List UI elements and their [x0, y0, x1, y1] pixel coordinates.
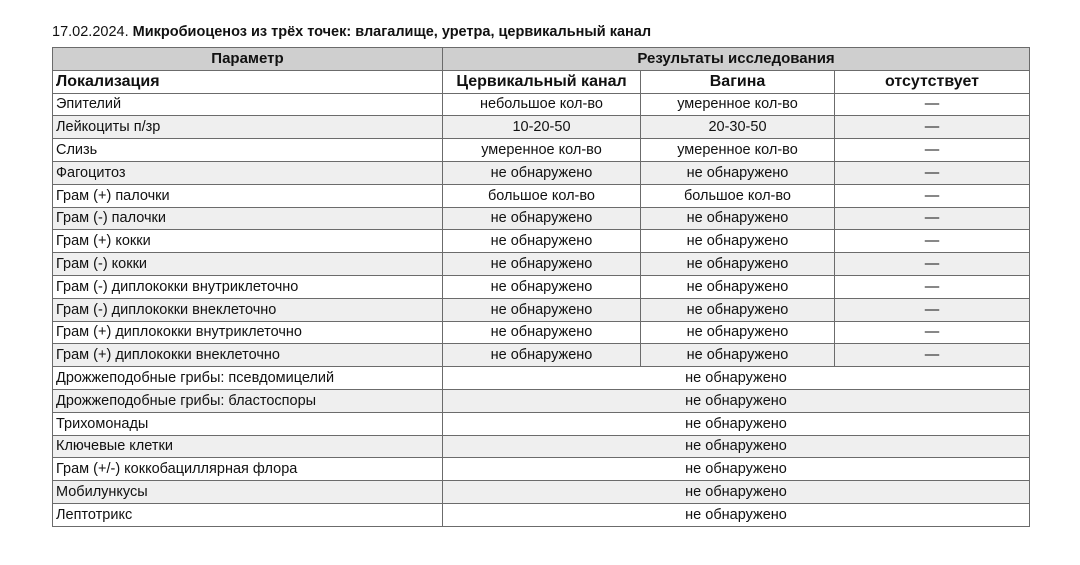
report-caption: [52, 24, 651, 40]
parameter-name: Грам (+) диплококки внеклеточно: [53, 344, 443, 367]
merged-result-value: не обнаружено: [443, 458, 1030, 481]
parameter-name: Грам (+) кокки: [53, 230, 443, 253]
cervical-canal-value: не обнаружено: [443, 298, 641, 321]
cervical-canal-value: небольшое кол-во: [443, 93, 641, 116]
parameter-name: Слизь: [53, 139, 443, 162]
cervical-canal-value: 10-20-50: [443, 116, 641, 139]
cervical-canal-value: не обнаружено: [443, 253, 641, 276]
table-row: [53, 503, 1030, 526]
table-row: [53, 344, 1030, 367]
cervical-canal-value: не обнаружено: [443, 207, 641, 230]
absent-value: —: [835, 230, 1030, 253]
parameter-name: Дрожжеподобные грибы: бластоспоры: [53, 389, 443, 412]
results-header: Результаты исследования: [443, 48, 1030, 71]
vagina-value: не обнаружено: [641, 344, 835, 367]
absent-value: —: [835, 344, 1030, 367]
merged-result-value: не обнаружено: [443, 412, 1030, 435]
parameter-name: Трихомонады: [53, 412, 443, 435]
absent-value: —: [835, 298, 1030, 321]
parameter-name: Грам (+) палочки: [53, 184, 443, 207]
table-row: [53, 207, 1030, 230]
results-table: [52, 47, 1030, 527]
merged-result-value: не обнаружено: [443, 481, 1030, 504]
cervical-canal-header: Цервикальный канал: [443, 70, 641, 93]
absent-value: —: [835, 184, 1030, 207]
merged-result-value: не обнаружено: [443, 389, 1030, 412]
vagina-value: не обнаружено: [641, 161, 835, 184]
report-title: Микробиоценоз из трёх точек: влагалище, уретра, цервикальный канал: [132, 24, 652, 40]
cervical-canal-value: большое кол-во: [443, 184, 641, 207]
parameter-name: Ключевые клетки: [53, 435, 443, 458]
localization-header: Локализация: [53, 70, 443, 93]
cervical-canal-value: не обнаружено: [443, 344, 641, 367]
vagina-value: не обнаружено: [641, 253, 835, 276]
header-row-primary: [53, 48, 1030, 71]
parameter-name: Грам (-) палочки: [53, 207, 443, 230]
merged-result-value: не обнаружено: [443, 503, 1030, 526]
vagina-value: не обнаружено: [641, 207, 835, 230]
table-row: [53, 139, 1030, 162]
parameter-name: Фагоцитоз: [53, 161, 443, 184]
table-row: [53, 275, 1030, 298]
merged-result-value: не обнаружено: [443, 367, 1030, 390]
table-row: [53, 184, 1030, 207]
table-row: [53, 389, 1030, 412]
table-row: [53, 412, 1030, 435]
absent-value: —: [835, 321, 1030, 344]
table-row: [53, 253, 1030, 276]
table-row: [53, 116, 1030, 139]
report-date: 17.02.2024.: [52, 24, 129, 40]
table-row: [53, 367, 1030, 390]
vagina-value: умеренное кол-во: [641, 93, 835, 116]
absent-value: —: [835, 93, 1030, 116]
cervical-canal-value: не обнаружено: [443, 275, 641, 298]
table-row: [53, 298, 1030, 321]
absent-value: —: [835, 139, 1030, 162]
table-row: [53, 230, 1030, 253]
parameter-name: Грам (-) диплококки внеклеточно: [53, 298, 443, 321]
parameter-name: Грам (+) диплококки внутриклеточно: [53, 321, 443, 344]
parameter-name: Грам (+/-) коккобациллярная флора: [53, 458, 443, 481]
table-row: [53, 161, 1030, 184]
vagina-value: умеренное кол-во: [641, 139, 835, 162]
parameter-name: Дрожжеподобные грибы: псевдомицелий: [53, 367, 443, 390]
vagina-header: Вагина: [641, 70, 835, 93]
vagina-value: не обнаружено: [641, 298, 835, 321]
absent-value: —: [835, 253, 1030, 276]
absent-value: —: [835, 207, 1030, 230]
table-row: [53, 458, 1030, 481]
table-row: [53, 321, 1030, 344]
vagina-value: не обнаружено: [641, 275, 835, 298]
parameter-name: Грам (-) диплококки внутриклеточно: [53, 275, 443, 298]
vagina-value: большое кол-во: [641, 184, 835, 207]
vagina-value: 20-30-50: [641, 116, 835, 139]
cervical-canal-value: не обнаружено: [443, 230, 641, 253]
absent-value: —: [835, 116, 1030, 139]
results-body: [53, 93, 1030, 526]
table-row: [53, 481, 1030, 504]
parameter-name: Лептотрикс: [53, 503, 443, 526]
absent-value: —: [835, 275, 1030, 298]
cervical-canal-value: не обнаружено: [443, 161, 641, 184]
header-row-secondary: [53, 70, 1030, 93]
table-row: [53, 93, 1030, 116]
absent-header: отсутствует: [835, 70, 1030, 93]
parameter-name: Эпителий: [53, 93, 443, 116]
absent-value: —: [835, 161, 1030, 184]
cervical-canal-value: не обнаружено: [443, 321, 641, 344]
vagina-value: не обнаружено: [641, 230, 835, 253]
parameter-name: Мобилункусы: [53, 481, 443, 504]
param-header: Параметр: [53, 48, 443, 71]
parameter-name: Лейкоциты п/зр: [53, 116, 443, 139]
parameter-name: Грам (-) кокки: [53, 253, 443, 276]
cervical-canal-value: умеренное кол-во: [443, 139, 641, 162]
merged-result-value: не обнаружено: [443, 435, 1030, 458]
table-row: [53, 435, 1030, 458]
vagina-value: не обнаружено: [641, 321, 835, 344]
